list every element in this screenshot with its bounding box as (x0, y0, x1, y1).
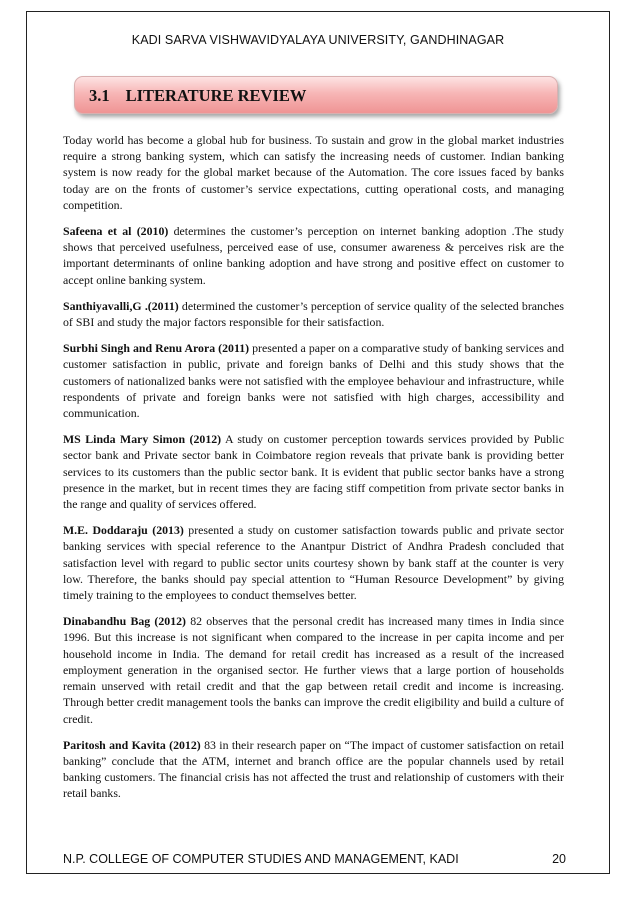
page-number: 20 (552, 852, 566, 866)
header-university: KADI SARVA VISHWAVIDYALAYA UNIVERSITY, GANDHINAGAR (131, 33, 505, 47)
citation-author: M.E. Doddaraju (2013) (63, 523, 184, 538)
paragraph-text: 83 in their research paper on “The impact of customer satisfaction on retail banking” conclude that the ATM, internet and branch office are the popular channels used by retail banking customers. The financial crisis has not affected the trust and relationship of customers with their retail banks. (63, 737, 564, 801)
paragraph-text: presented a study on customer satisfaction towards public and private sector banking services with special reference to the Anantpur District of Andhra Pradesh concluded that satisfaction level with regard to public sector units courtesy shown by bank staff at the counter is very low. Therefore, the banks should pay special attention to “Human Resource Development” by giving timely training to the employees to conduct themselves better. (63, 523, 564, 603)
citation-author: Safeena et al (2010) (63, 224, 169, 239)
citation-author: Paritosh and Kavita (2012) (63, 737, 201, 752)
section-number: 3.1 (89, 86, 110, 105)
paragraph-text: 82 observes that the personal credit has increased many times in India since 1996. But this increase is not significant when compared to the increase in per capita income and per household income in India. The demand for retail credit has increased as a result of the increased employment generation in the organised sector. He further views that a large portion of households remain unserved with retail credit and that the gap between retail credit and income is increasing. Through better credit management tools the banks can improve the credit eligibility and build a culture of credit. (63, 614, 564, 726)
paragraph-doddaraju (63, 522, 564, 603)
paragraph-dinabandhu-bag (63, 613, 564, 726)
paragraph-santhiyavalli (63, 298, 564, 330)
section-title-text: LITERATURE REVIEW (125, 86, 307, 105)
paragraph-paritosh-kavita (63, 737, 564, 802)
paragraph-intro (63, 132, 564, 213)
paragraph-text: presented a paper on a comparative study of banking services and customer satisfaction in public, private and foreign banks of Delhi and this study shows that the customers of nationalized banks were not satisfied with the employee behaviour and infrastructure, while respondents of private and foreign banks were not satisfied with high charges, accessibility and communication. (63, 341, 564, 421)
citation-author: Santhiyavalli,G .(2011) (63, 298, 179, 313)
footer-college: N.P. COLLEGE OF COMPUTER STUDIES AND MANAGEMENT, KADI (63, 852, 459, 866)
citation-author: MS Linda Mary Simon (2012) (63, 432, 222, 447)
citation-author: Dinabandhu Bag (2012) (63, 614, 186, 629)
section-heading-box (74, 76, 558, 114)
page-footer (63, 852, 566, 866)
paragraph-surbhi-singh (63, 340, 564, 421)
section-title (89, 86, 306, 106)
paragraph-text: Today world has become a global hub for business. To sustain and grow in the global market industries require a strong banking system, which can satisfy the increasing needs of customer. Indian banking system is now ready for the global market because of the Automation. The core issues faced by banks today are on the fronts of customer’s service expectations, cutting operational costs, and managing competition. (63, 133, 564, 212)
page-header (26, 33, 610, 47)
paragraph-linda-simon (63, 431, 564, 512)
paragraph-text: determined the customer’s perception of service quality of the selected branches of SBI and study the major factors responsible for their satisfaction. (63, 298, 564, 330)
citation-author: Surbhi Singh and Renu Arora (2011) (63, 341, 250, 356)
paragraph-safeena (63, 223, 564, 288)
paragraph-text: determines the customer’s perception on internet banking adoption .The study shows that perceived usefulness, perceived ease of use, consumer awareness & perceives risk are the important determinants of online banking adoption and have strong and positive effect on customer to accept online banking system. (63, 224, 564, 287)
paragraph-text: A study on customer perception towards services provided by Public sector bank and Private sector bank in Coimbatore region reveals that private bank is providing better services to its customers than the public sector bank. It is evident that public sector banks have a strong presence in the market, but in recent times they are facing stiff competition from private sector banks in the range and quality of services offered. (63, 432, 564, 512)
body-content (63, 132, 564, 812)
